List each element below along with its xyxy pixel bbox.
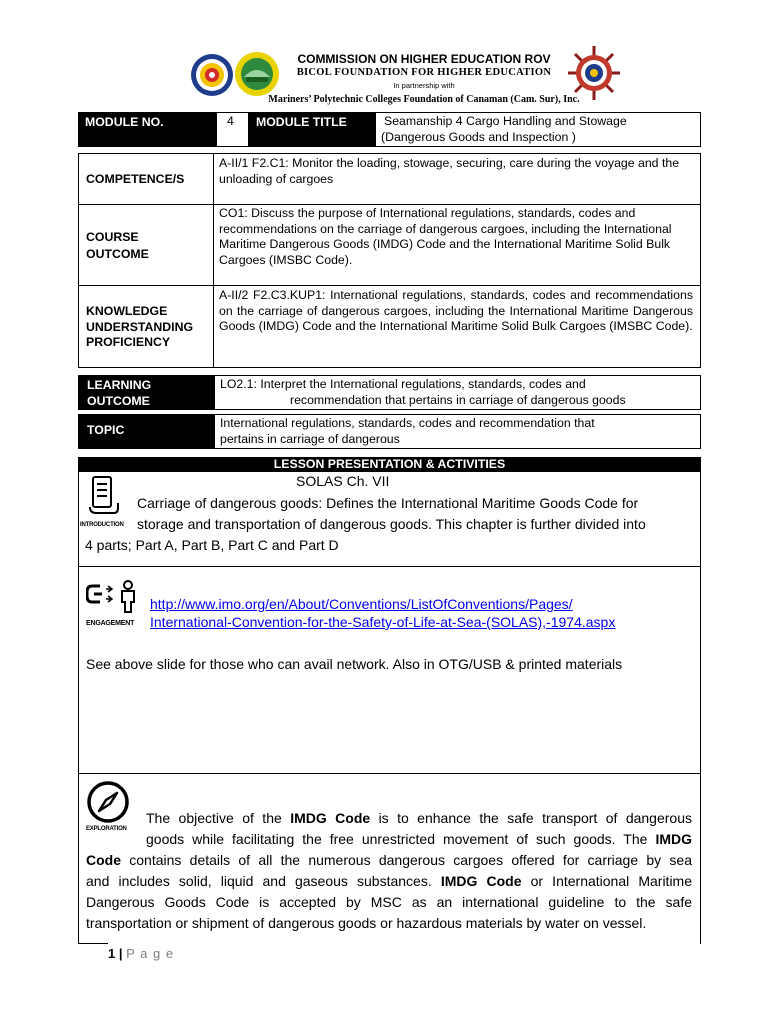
topic-line1: International regulations, standards, codes and recommendation that xyxy=(220,416,595,430)
exploration-line6: transportation or shipment of dangerous goods or hazardous materials by water on vessel. xyxy=(86,915,647,931)
intro-heading: SOLAS Ch. VII xyxy=(296,473,390,489)
kup-label-3: PROFICIENCY xyxy=(86,335,171,349)
engagement-note: See above slide for those who can avail network. Also in OTG/USB & printed materials xyxy=(86,656,623,672)
learning-outcome-label-1: LEARNING xyxy=(87,378,152,392)
page-separator: | xyxy=(118,946,123,961)
module-title-value xyxy=(381,114,697,145)
course-outcome-label xyxy=(86,230,149,262)
exploration-line1: The objective of the IMDG Code is to enhance the safe transport of dangerous xyxy=(146,810,692,826)
lesson-header: LESSON PRESENTATION & ACTIVITIES xyxy=(78,457,701,472)
course-outcome-text: CO1: Discuss the purpose of International regulations, standards, codes and recommendations on the carriage of dangerous cargoes, including the International Maritime Dangerous Goods (IMDG) Code and the International Maritime Solid Bulk Cargoes (IMSBC Code). xyxy=(219,206,672,267)
kup-label xyxy=(86,304,193,351)
engagement-caption: ENGAGEMENT xyxy=(86,620,135,627)
kup-text: A-II/2 F2.C3.KUP1: International regulations, standards, codes and recommendations on the carriage of dangerous cargoes, including the International Maritime Dangerous Goods (IMDG) Code and the International Maritime Solid Bulk Cargoes (IMSBC Code). xyxy=(219,288,693,333)
module-no-label: MODULE NO. xyxy=(79,113,216,146)
learning-outcome-line1: LO2.1: Interpret the International regulations, standards, codes and xyxy=(220,377,586,391)
solas-link-line2[interactable]: International-Convention-for-the-Safety-of-Life-at-Sea-(SOLAS),-1974.aspx xyxy=(150,614,616,630)
exploration-line3: Code contains details of all the numerous dangerous cargoes offered for carriage by sea xyxy=(86,852,692,868)
solas-link-line1[interactable]: http://www.imo.org/en/About/Conventions/ListOfConventions/Pages/ xyxy=(150,596,573,612)
topic-text xyxy=(220,416,696,447)
page-footer xyxy=(108,946,174,961)
intro-line1: Carriage of dangerous goods: Defines the International Maritime Goods Code for xyxy=(137,495,639,511)
kup-label-1: KNOWLEDGE xyxy=(86,304,168,318)
course-outcome-label-1: COURSE xyxy=(86,230,139,244)
page-number: 1 xyxy=(108,946,116,961)
intro-line2: storage and transportation of dangerous goods. This chapter is further divided into xyxy=(137,516,646,532)
introduction-caption: INTRODUCTION xyxy=(80,522,124,528)
competence-label: COMPETENCE/S xyxy=(86,172,185,186)
header-partnership: In partnership with xyxy=(393,81,455,90)
module-title-line2: (Dangerous Goods and Inspection ) xyxy=(381,129,576,144)
exploration-compass-icon xyxy=(86,780,130,824)
course-outcome-label-2: OUTCOME xyxy=(86,246,149,261)
header-commission: COMMISSION ON HIGHER EDUCATION ROV xyxy=(297,52,551,66)
module-no-value: 4 xyxy=(227,114,234,128)
header-foundation: BICOL FOUNDATION FOR HIGHER EDUCATION xyxy=(296,67,552,78)
intro-line3: 4 parts; Part A, Part B, Part C and Part D xyxy=(85,537,339,553)
module-title-line1: Seamanship 4 Cargo Handling and Stowage xyxy=(384,114,627,128)
learning-outcome-line2: recommendation that pertains in carriage of dangerous goods xyxy=(290,392,626,407)
module-title-label: MODULE TITLE xyxy=(248,113,376,146)
kup-label-2: UNDERSTANDING xyxy=(86,319,194,334)
exploration-line2: goods while facilitating the free unrestricted movement of such goods. The IMDG xyxy=(146,831,692,847)
exploration-caption: EXPLORATION xyxy=(86,826,127,832)
learning-outcome-text xyxy=(220,377,696,408)
competence-text: A-II/1 F2.C1: Monitor the loading, stowage, securing, care during the voyage and the unloading of cargoes xyxy=(219,156,680,186)
learning-outcome-label-2: OUTCOME xyxy=(87,394,150,408)
learning-outcome-label xyxy=(79,376,214,409)
exploration-line5: Dangerous Goods Code is accepted by MSC as an international guideline to the safe xyxy=(86,894,692,910)
topic-label: TOPIC xyxy=(79,415,214,448)
topic-line2: pertains in carriage of dangerous xyxy=(220,431,400,446)
page-word: P a g e xyxy=(126,946,175,961)
header-mariners: Mariners’ Polytechnic Colleges Foundation of Canaman (Cam. Sur), Inc. xyxy=(268,94,580,105)
introduction-icon xyxy=(88,475,120,515)
exploration-line4: and includes solid, liquid and gaseous substances. IMDG Code or International Maritime xyxy=(86,873,693,889)
engagement-icon xyxy=(86,580,140,614)
